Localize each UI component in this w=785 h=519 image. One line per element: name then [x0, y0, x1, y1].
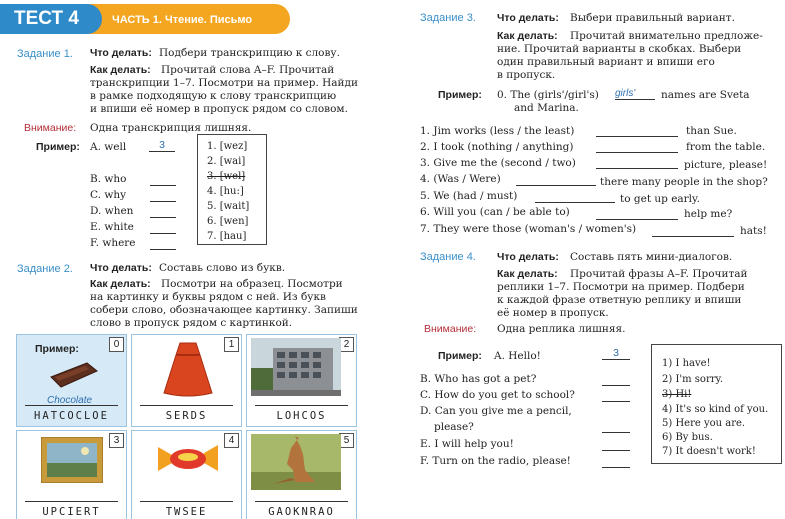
- task1-answer-blank[interactable]: [150, 174, 176, 186]
- task1-word: E. white: [90, 221, 134, 233]
- task4-warning-text: Одна реплика лишняя.: [497, 323, 626, 335]
- task1-how-line: Прочитай слова A–F. Прочитай: [161, 64, 335, 76]
- task1-what-text: Подбери транскрипцию к слову.: [159, 47, 340, 59]
- task2-example-answer: Chocolate: [47, 395, 93, 406]
- task4-warning-label: Внимание:: [424, 323, 477, 335]
- task2-what-label: Что делать:: [90, 262, 152, 274]
- task2-label: Задание 2.: [17, 263, 73, 275]
- scrambled-word: LOHCOS: [276, 410, 327, 422]
- task1-how-line: и впиши её номер в пропуск рядом со словом.: [90, 103, 348, 115]
- task1-warning-text: Одна транскрипция лишняя.: [90, 122, 252, 134]
- reply-item: 4) It's so kind of you.: [662, 404, 769, 415]
- task1-word: B. who: [90, 173, 127, 185]
- picture-number: 5: [339, 433, 354, 448]
- answer-line[interactable]: [140, 405, 233, 406]
- picture-card-dress: [131, 334, 242, 427]
- transcription-item: 2. [wai]: [207, 156, 246, 167]
- picture-number: 4: [224, 433, 239, 448]
- scrambled-word: UPCIERT: [42, 506, 101, 518]
- task3-example-text: 0. The (girls'/girl's): [497, 89, 599, 101]
- task1-what-label: Что делать:: [90, 47, 152, 59]
- task4-phrase: F. Turn on the radio, please!: [420, 455, 571, 467]
- picture-card-picture: [16, 430, 127, 519]
- task1-answer-blank[interactable]: [150, 190, 176, 202]
- task4-answer-blank[interactable]: [602, 421, 630, 433]
- task1-how-label: Как делать:: [90, 64, 151, 76]
- task1-word: F. where: [90, 237, 136, 249]
- task2-how-line: собери слово, обозначающее картинку. Запиши: [90, 304, 358, 316]
- task3-how-line: в пропуск.: [497, 69, 556, 81]
- task4-answer-blank[interactable]: [602, 390, 630, 402]
- task3-item-end: to get up early.: [620, 193, 700, 205]
- task3-how-label: Как делать:: [497, 30, 558, 42]
- task1-how-line: транскрипции 1–7. Посмотри на пример. Найди: [90, 77, 359, 89]
- task4-label: Задание 4.: [420, 251, 476, 263]
- transcription-item: 5. [wait]: [207, 201, 250, 212]
- task3-item: 6. Will you (can / be able to): [420, 206, 570, 218]
- kangaroo-image: [251, 434, 341, 490]
- task1-example-answer: 3: [149, 139, 175, 152]
- dress-image: [160, 341, 216, 399]
- picture-number: 3: [109, 433, 124, 448]
- chocolate-image: [49, 359, 99, 389]
- task4-what-label: Что делать:: [497, 251, 559, 263]
- task4-phrase: C. How do you get to school?: [420, 389, 575, 401]
- task3-item: 1. Jim works (less / the least): [420, 125, 575, 137]
- task4-how-label: Как делать:: [497, 268, 558, 280]
- task4-how-line: реплики 1–7. Посмотри на пример. Подбери: [497, 281, 745, 293]
- task4-phrase: B. Who has got a pet?: [420, 373, 537, 385]
- task2-how-label: Как делать:: [90, 278, 151, 290]
- task2-how-line: слово в пропуск рядом с картинкой.: [90, 317, 293, 329]
- task3-item-end: help me?: [684, 208, 733, 220]
- picture-card-kangaroo: [246, 430, 357, 519]
- task4-what-text: Составь пять мини-диалогов.: [570, 251, 733, 263]
- task3-item: 2. I took (nothing / anything): [420, 141, 574, 153]
- task1-word: D. when: [90, 205, 134, 217]
- task1-answer-blank[interactable]: [150, 206, 176, 218]
- task3-answer-blank[interactable]: [596, 208, 678, 220]
- task3-answer-blank[interactable]: [516, 174, 596, 186]
- task4-how-line: к каждой фразе ответную реплику и впиши: [497, 294, 742, 306]
- task4-answer-blank[interactable]: [602, 439, 630, 451]
- task3-item-end: there many people in the shop?: [600, 176, 768, 188]
- task3-item-end: from the table.: [686, 141, 766, 153]
- task3-example-text-end: names are Sveta: [661, 89, 750, 101]
- reply-item: 6) By bus.: [662, 432, 713, 443]
- task3-how-line: один правильный вариант и впиши его: [497, 56, 715, 68]
- task2-what-text: Составь слово из букв.: [159, 262, 286, 274]
- task2-example-label: Пример:: [35, 343, 79, 355]
- task4-how-line: её номер в пропуск.: [497, 307, 609, 319]
- picture-card-sweet: [131, 430, 242, 519]
- task4-phrase: D. Can you give me a pencil,: [420, 405, 572, 417]
- task3-label: Задание 3.: [420, 12, 476, 24]
- answer-line[interactable]: [255, 405, 348, 406]
- task3-answer-blank[interactable]: [652, 225, 734, 237]
- task4-example-answer: 3: [602, 347, 630, 360]
- picture-number: 1: [224, 337, 239, 352]
- task3-item-end: than Sue.: [686, 125, 737, 137]
- task1-example-label: Пример:: [36, 141, 80, 153]
- task4-phrase-continued: please?: [434, 421, 474, 433]
- task1-how-line: в рамке подходящую к слову транскрипцию: [90, 90, 337, 102]
- reply-item-used: 3) Hi!: [662, 389, 692, 400]
- task3-answer-blank[interactable]: [596, 157, 678, 169]
- task4-example-label: Пример:: [438, 350, 482, 362]
- task3-what-text: Выбери правильный вариант.: [570, 12, 735, 24]
- transcription-item: 4. [hu:]: [207, 186, 244, 197]
- task4-answer-blank[interactable]: [602, 374, 630, 386]
- task2-how-line: на картинку и буквы рядом с ней. Из букв: [90, 291, 326, 303]
- answer-line: [25, 405, 118, 406]
- picture-card-school: [246, 334, 357, 427]
- reply-item: 1) I have!: [662, 358, 711, 369]
- picture-number: 0: [109, 337, 124, 352]
- test-title: ТЕСТ 4: [14, 8, 79, 29]
- task1-answer-blank[interactable]: [150, 238, 176, 250]
- scrambled-word: SERDS: [165, 410, 208, 422]
- answer-line[interactable]: [255, 501, 348, 502]
- task1-answer-blank[interactable]: [150, 222, 176, 234]
- task3-answer-blank[interactable]: [596, 141, 678, 153]
- task4-how-line: Прочитай фразы A–F. Прочитай: [570, 268, 748, 280]
- reply-item: 7) It doesn't work!: [662, 446, 756, 457]
- task4-answer-blank[interactable]: [602, 456, 630, 468]
- picture-card-chocolate: [16, 334, 127, 427]
- task3-example-answer: girls': [615, 88, 655, 100]
- task1-example-word: A. well: [90, 141, 127, 153]
- task3-item-end: hats!: [740, 225, 767, 237]
- transcription-item: 1. [wez]: [207, 141, 248, 152]
- task3-how-line: ние. Прочитай варианты в скобках. Выбери: [497, 43, 742, 55]
- task1-label: Задание 1.: [17, 48, 73, 60]
- answer-line[interactable]: [25, 501, 118, 502]
- part-title: ЧАСТЬ 1. Чтение. Письмо: [112, 14, 253, 26]
- task3-answer-blank[interactable]: [596, 125, 678, 137]
- scrambled-word: HATCOCLOE: [34, 410, 109, 422]
- task3-item: 5. We (had / must): [420, 190, 518, 202]
- picture-number: 2: [339, 337, 354, 352]
- task3-example-label: Пример:: [438, 89, 482, 101]
- task3-answer-blank[interactable]: [535, 191, 615, 203]
- task1-warning-label: Внимание:: [24, 122, 77, 134]
- task3-item: 4. (Was / Were): [420, 173, 501, 185]
- task3-item: 3. Give me the (second / two): [420, 157, 576, 169]
- school-image: [251, 338, 341, 396]
- task4-phrase: E. I will help you!: [420, 438, 514, 450]
- reply-item: 2) I'm sorry.: [662, 374, 724, 385]
- transcription-item-used: 3. [wel]: [207, 171, 246, 182]
- framed-picture-image: [41, 437, 103, 483]
- scrambled-word: TWSEE: [165, 506, 208, 518]
- task2-how-line: Посмотри на образец. Посмотри: [161, 278, 343, 290]
- transcription-item: 7. [hau]: [207, 231, 247, 242]
- task3-example-text-2: and Marina.: [514, 102, 579, 114]
- task4-example-phrase: A. Hello!: [494, 350, 541, 362]
- task3-item: 7. They were those (woman's / women's): [420, 223, 637, 235]
- transcription-item: 6. [wen]: [207, 216, 249, 227]
- task1-word: C. why: [90, 189, 127, 201]
- task3-item-end: picture, please!: [684, 159, 768, 171]
- scrambled-word: GAOKNRAO: [268, 506, 335, 518]
- task3-what-label: Что делать:: [497, 12, 559, 24]
- task3-how-line: Прочитай внимательно предложе-: [570, 30, 763, 42]
- reply-item: 5) Here you are.: [662, 418, 746, 429]
- answer-line[interactable]: [140, 501, 233, 502]
- sweet-image: [158, 441, 218, 475]
